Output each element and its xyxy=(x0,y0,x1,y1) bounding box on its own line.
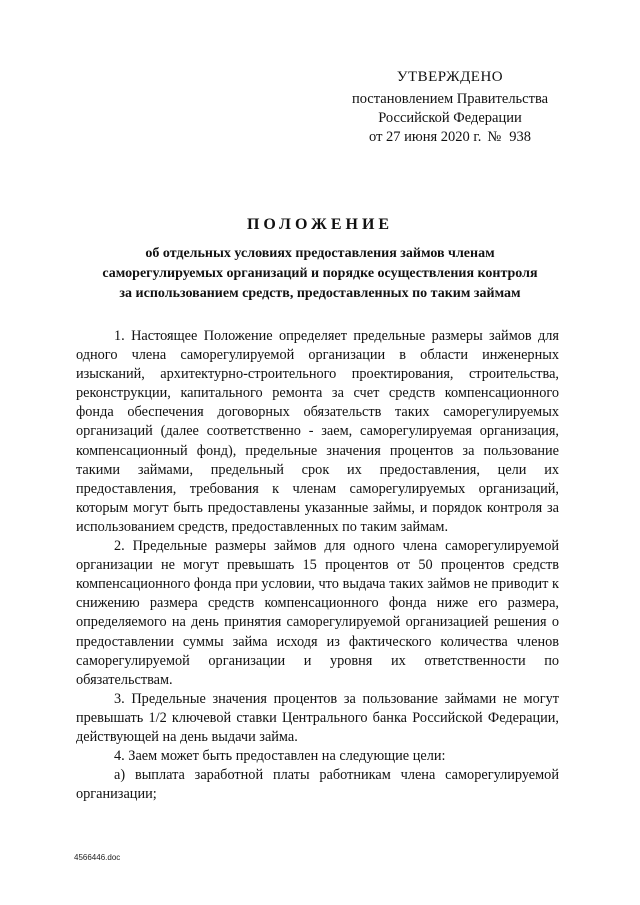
approval-date: от 27 июня 2020 г. xyxy=(369,129,482,145)
document-body xyxy=(76,327,559,804)
document-subtitle xyxy=(80,244,560,304)
paragraph-3: 3. Предельные значения процентов за пользование займами не могут превышать 1/2 ключевой ставки Центрального банка Российской Федерации, действующей на день выдачи займа. xyxy=(76,690,559,745)
paragraph-4a: а) выплата заработной платы работникам члена саморегулируемой организации; xyxy=(76,767,559,803)
subtitle-line: саморегулируемых организаций и порядке осуществления контроля xyxy=(102,266,538,281)
paragraph-2: 2. Предельные размеры займов для одного члена саморегулируемой организации не могут превышать 15 процентов от 50 процентов средств компенсационного фонда при условии, что выдача таких займов не приводит к снижению размера средств компенсационного фонда ниже его размера, определяемого на день принятия саморегулируемой организацией решения о предоставлении суммы займа исходя из фактического количества членов саморегулируемой организации и уровня их ответственности по обязательствам. xyxy=(76,538,559,688)
decree-number: 938 xyxy=(509,129,531,145)
approval-line-1: постановлением Правительства xyxy=(351,91,549,107)
number-sign: № xyxy=(487,129,502,145)
approved-label: УТВЕРЖДЕНО xyxy=(396,69,504,85)
subtitle-line: за использованием средств, предоставленных по таким займам xyxy=(119,286,521,301)
file-name-footer: 4566446.doc xyxy=(74,853,121,862)
approval-date-number xyxy=(340,128,560,147)
approval-line-2: Российской Федерации xyxy=(378,110,522,126)
document-title: ПОЛОЖЕНИЕ xyxy=(246,216,394,233)
paragraph-1: 1. Настоящее Положение определяет предельные размеры займов для одного члена саморегулируемой организации в области инженерных изысканий, архитектурно-строительного проектирования, строительства, реконструкции, капитального ремонта за счет средств компенсационного фонда обеспечения договорных обязательств таких саморегулируемых организаций (далее соответственно - заем, саморегулируемая организация, компенсационный фонд), предельные значения процентов за пользование такими займами, предельный срок их предоставления, цели их предоставления, требования к членам саморегулируемых организаций, которым могут быть предоставлены указанные займы, и порядок контроля за использованием средств, предоставленных по таким займам. xyxy=(76,328,559,535)
subtitle-line: об отдельных условиях предоставления займов членам xyxy=(145,246,495,261)
paragraph-4: 4. Заем может быть предоставлен на следующие цели: xyxy=(114,748,446,765)
approval-block xyxy=(340,68,560,147)
